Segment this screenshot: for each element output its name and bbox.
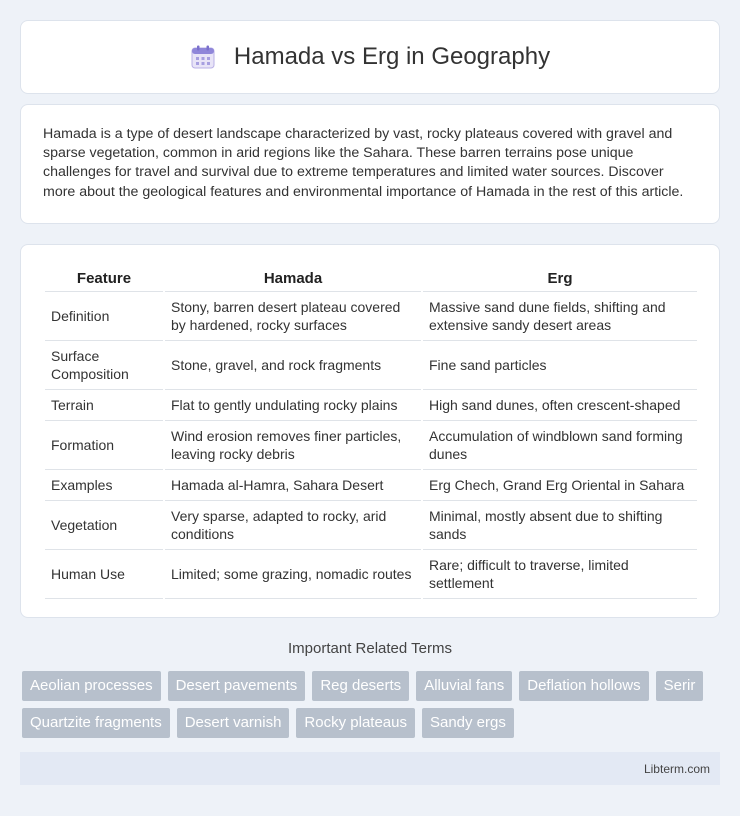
header-erg: Erg	[423, 265, 697, 292]
title-card	[20, 20, 720, 94]
related-tag[interactable]: Sandy ergs	[422, 708, 514, 738]
hamada-cell: Limited; some grazing, nomadic routes	[165, 550, 421, 599]
feature-cell: Formation	[45, 421, 163, 470]
hamada-cell: Stony, barren desert plateau covered by hardened, rocky surfaces	[165, 292, 421, 341]
hamada-cell: Wind erosion removes finer particles, leaving rocky debris	[165, 421, 421, 470]
header-hamada: Hamada	[165, 265, 421, 292]
table-row	[45, 341, 697, 390]
hamada-cell: Hamada al-Hamra, Sahara Desert	[165, 470, 421, 501]
intro-card	[20, 104, 720, 224]
feature-cell: Terrain	[45, 390, 163, 421]
header-feature: Feature	[45, 265, 163, 292]
erg-cell: Accumulation of windblown sand forming dunes	[423, 421, 697, 470]
table-row	[45, 390, 697, 421]
footer-site-link[interactable]: Libterm.com	[643, 761, 710, 776]
table-row	[45, 470, 697, 501]
related-tag[interactable]: Deflation hollows	[519, 671, 648, 701]
hamada-cell: Very sparse, adapted to rocky, arid conditions	[165, 501, 421, 550]
table-row	[45, 421, 697, 470]
calendar-icon	[190, 44, 216, 70]
hamada-cell: Flat to gently undulating rocky plains	[165, 390, 421, 421]
feature-cell: Examples	[45, 470, 163, 501]
related-tag[interactable]: Reg deserts	[312, 671, 409, 701]
page-title: Hamada vs Erg in Geography	[233, 43, 551, 70]
related-tag[interactable]: Desert varnish	[177, 708, 290, 738]
comparison-table	[43, 265, 699, 599]
related-tag[interactable]: Alluvial fans	[416, 671, 512, 701]
related-terms-list	[22, 671, 722, 738]
table-row	[45, 550, 697, 599]
comparison-card	[20, 244, 720, 618]
related-tag[interactable]: Serir	[656, 671, 704, 701]
footer	[20, 752, 720, 785]
erg-cell: Rare; difficult to traverse, limited settlement	[423, 550, 697, 599]
feature-cell: Definition	[45, 292, 163, 341]
erg-cell: Massive sand dune fields, shifting and extensive sandy desert areas	[423, 292, 697, 341]
related-terms-title: Important Related Terms	[288, 640, 452, 657]
related-tag[interactable]: Desert pavements	[168, 671, 306, 701]
table-row	[45, 292, 697, 341]
feature-cell: Human Use	[45, 550, 163, 599]
intro-text: Hamada is a type of desert landscape characterized by vast, rocky plateaus covered with gravel and sparse vegetation, common in arid regions like the Sahara. These barren terrains pose unique challenges for travel and survival due to extreme temperatures and limited water sources. Discover more about the geological features and environmental importance of Hamada in the rest of this article.	[43, 126, 684, 200]
erg-cell: Fine sand particles	[423, 341, 697, 390]
feature-cell: Vegetation	[45, 501, 163, 550]
table-header-row	[45, 265, 697, 292]
related-tag[interactable]: Rocky plateaus	[296, 708, 415, 738]
related-tag[interactable]: Quartzite fragments	[22, 708, 170, 738]
hamada-cell: Stone, gravel, and rock fragments	[165, 341, 421, 390]
feature-cell: Surface Composition	[45, 341, 163, 390]
erg-cell: Erg Chech, Grand Erg Oriental in Sahara	[423, 470, 697, 501]
erg-cell: High sand dunes, often crescent-shaped	[423, 390, 697, 421]
table-row	[45, 501, 697, 550]
related-tag[interactable]: Aeolian processes	[22, 671, 161, 701]
erg-cell: Minimal, mostly absent due to shifting sands	[423, 501, 697, 550]
